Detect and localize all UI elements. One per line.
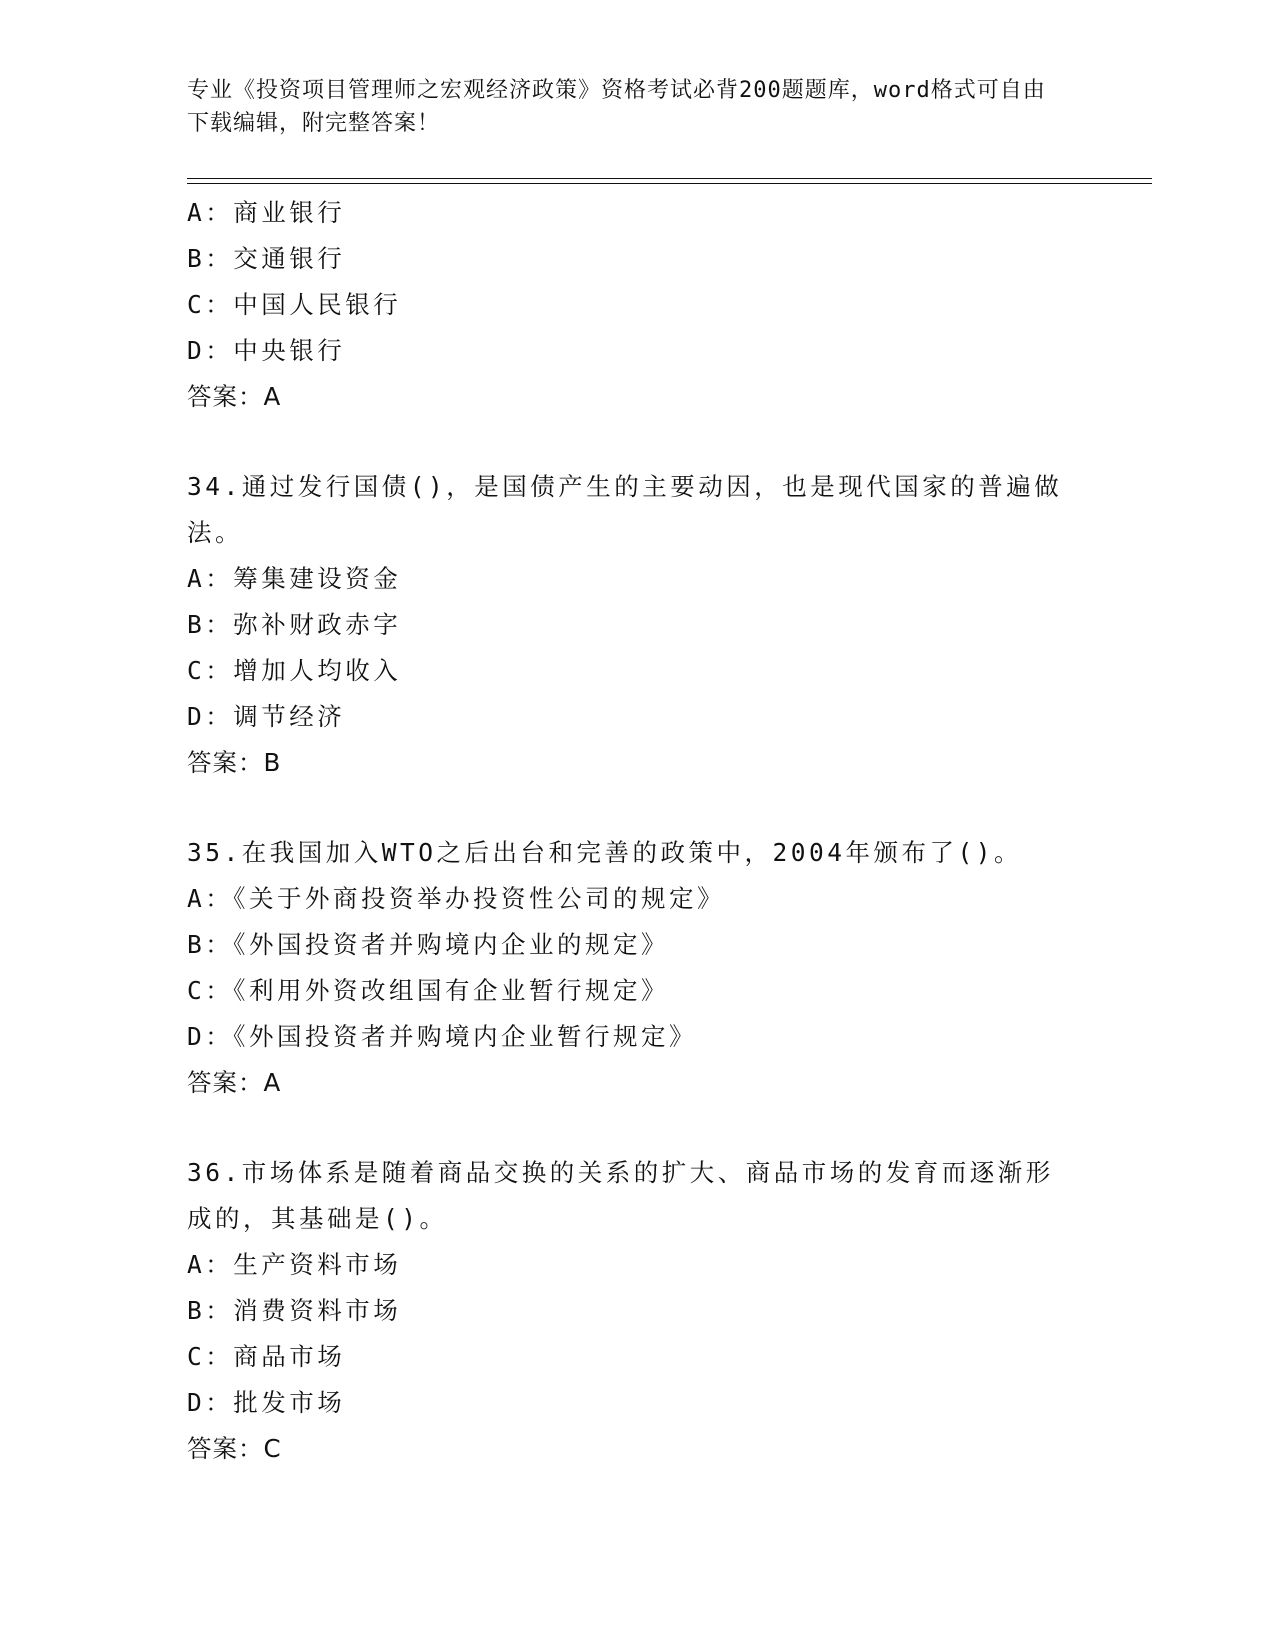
header-rule-bottom bbox=[187, 183, 1152, 184]
answer: 答案：B bbox=[187, 748, 282, 777]
spacer bbox=[187, 786, 1087, 830]
question-35 bbox=[187, 830, 1087, 1106]
question-text: 36.市场体系是随着商品交换的关系的扩大、商品市场的发育而逐渐形成的，其基础是()。 bbox=[187, 1158, 1054, 1233]
spacer bbox=[187, 1106, 1087, 1150]
answer: 答案：A bbox=[187, 1068, 282, 1097]
option-a: A：生产资料市场 bbox=[187, 1250, 402, 1279]
document-header bbox=[187, 74, 1067, 140]
option-d: D：调节经济 bbox=[187, 702, 346, 731]
option-b: B：弥补财政赤字 bbox=[187, 610, 402, 639]
question-34 bbox=[187, 464, 1087, 786]
option-c: C：增加人均收入 bbox=[187, 656, 402, 685]
option-a: A：《关于外商投资举办投资性公司的规定》 bbox=[187, 884, 725, 913]
question-text: 35.在我国加入WTO之后出台和完善的政策中，2004年颁布了()。 bbox=[187, 838, 1023, 867]
option-b: B：消费资料市场 bbox=[187, 1296, 402, 1325]
option-b: B：交通银行 bbox=[187, 244, 346, 273]
option-a: A：商业银行 bbox=[187, 198, 346, 227]
spacer bbox=[187, 420, 1087, 464]
question-list bbox=[187, 190, 1087, 1472]
header-title: 专业《投资项目管理师之宏观经济政策》资格考试必背200题题库，word格式可自由下载编辑，附完整答案！ bbox=[187, 78, 1046, 136]
option-b: B：《外国投资者并购境内企业的规定》 bbox=[187, 930, 669, 959]
option-d: D：中央银行 bbox=[187, 336, 346, 365]
option-a: A：筹集建设资金 bbox=[187, 564, 402, 593]
option-d: D：批发市场 bbox=[187, 1388, 346, 1417]
option-d: D：《外国投资者并购境内企业暂行规定》 bbox=[187, 1022, 697, 1051]
answer: 答案：A bbox=[187, 382, 282, 411]
answer: 答案：C bbox=[187, 1434, 282, 1463]
question-33 bbox=[187, 190, 1087, 420]
question-36 bbox=[187, 1150, 1087, 1472]
option-c: C：商品市场 bbox=[187, 1342, 346, 1371]
option-c: C：《利用外资改组国有企业暂行规定》 bbox=[187, 976, 669, 1005]
question-text: 34.通过发行国债()，是国债产生的主要动因，也是现代国家的普遍做法。 bbox=[187, 472, 1063, 547]
option-c: C：中国人民银行 bbox=[187, 290, 402, 319]
header-rule-top bbox=[187, 178, 1152, 179]
